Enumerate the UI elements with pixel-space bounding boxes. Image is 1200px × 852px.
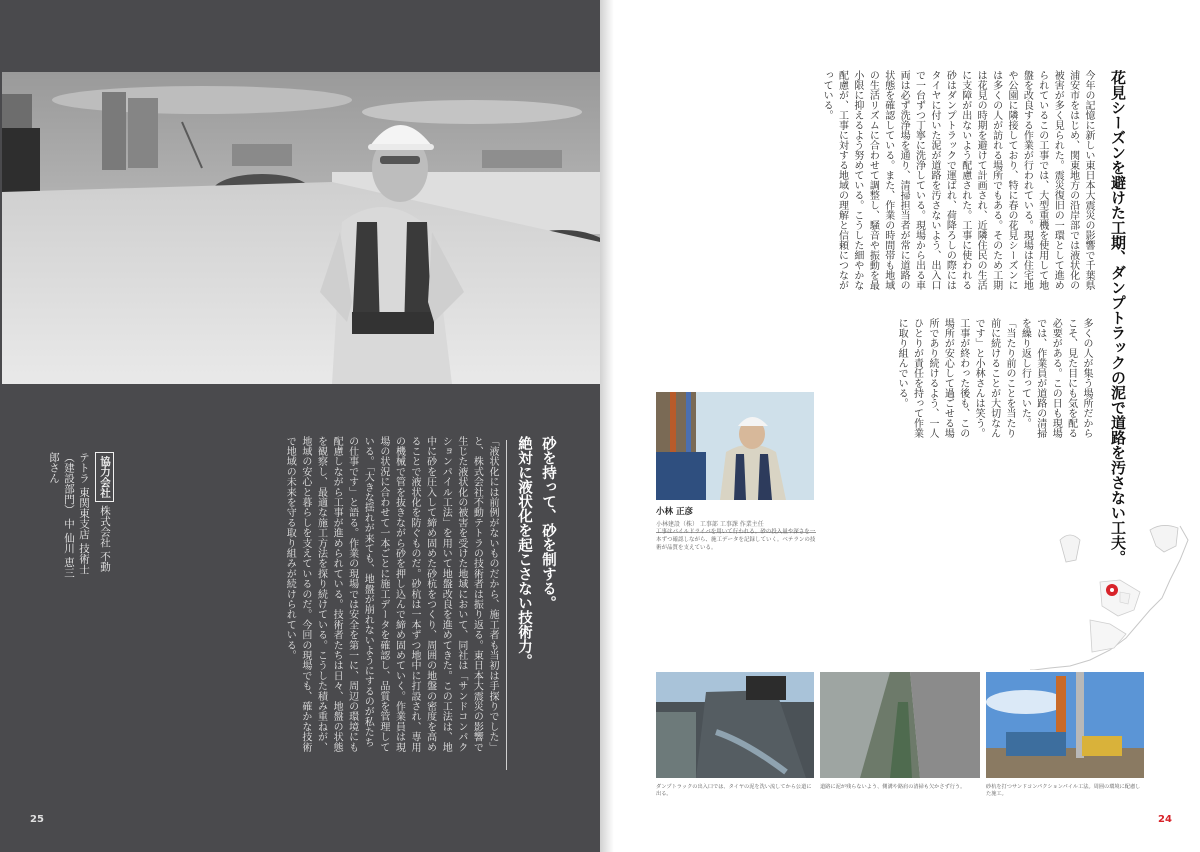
page-number-right: 24 bbox=[1158, 814, 1172, 825]
left-headline-line-2: 絶対に液状化を起こさない技術力。 bbox=[516, 436, 532, 668]
gutter-shadow bbox=[600, 0, 614, 852]
bottom-caption-3: 砂杭を打つサンドコンパクションパイル工法。周囲の環境に配慮した施工。 bbox=[986, 784, 1141, 797]
right-body-text-top: 今年の記憶に新しい東日本大震災の影響で千葉県浦安市をはじめ、関東地方の沿岸部では液状化の被害が多く見られた。震災復旧の一環として進められているこの工事では、大型重機を使用して地盤を改良する作業が行われている。現場は住宅地や公園に隣接しており、特に春の花見シーズンには多くの人が訪れる場所でもある。そのため工期は花見の時期を避けて計画され、近隣住民の生活に支障が出ないよう配慮された。工事に使われる砂はダンプトラックで運ばれ、荷降ろしの際にはタイヤに付いた泥が道路を汚さないよう、出入口で一台ずつ丁寧に洗浄している。現場から出る車両は必ず洗浄場を通り、清掃担当者が常に道路の状態を確認している。また、作業の時間帯も地域の生活リズムに合わせて調整し、騒音や振動を最小限に抑えるよう努めている。こうした細やかな配慮が、工事に対する地域の理解と信頼につながっている。 bbox=[821, 70, 1094, 290]
partner-label: 協力会社 bbox=[95, 452, 114, 502]
bottom-photo-gutter bbox=[820, 672, 980, 778]
right-headline: 花見シーズンを避けた工期、ダンプトラックの泥で道路を汚さない工夫。 bbox=[1109, 70, 1127, 565]
japan-map-icon bbox=[1030, 520, 1190, 670]
right-body-text-lower: 多くの人が集う場所だからこそ、見た目にも気を配る必要がある。この日も現場では、作業員が道路の清掃を繰り返し行っていた。「当たり前のことを当たり前に続けることが大切なんです」と小林さんは笑う。工事が終わった後も、この場所が安心して過ごせる場所であり続けるよう、一人ひとりが責任を持って作業に取り組んでいる。 bbox=[896, 318, 1092, 438]
worker-portrait-photo bbox=[656, 392, 814, 500]
person-name: 小林 正彦 bbox=[656, 507, 693, 517]
person-role: 小林建設（株） 工事部 工事課 作業主任 bbox=[656, 521, 764, 528]
bottom-caption-2: 道路に泥が残らないよう、側溝や路肩の清掃も欠かさず行う。 bbox=[820, 784, 966, 790]
portrait-caption: 工事はパイルドライバを用いて行われる。砂の投入量や深さを一本ずつ確認しながら、施工データを記録していく。ベテランの技術が品質を支えている。 bbox=[656, 529, 816, 551]
page-number-left: 25 bbox=[30, 814, 44, 825]
left-headline bbox=[512, 436, 560, 776]
partner-credit bbox=[46, 452, 114, 582]
left-headline-rule bbox=[506, 440, 507, 770]
left-headline-line-1: 砂を持って、砂を制する。 bbox=[540, 436, 556, 610]
bottom-caption-1: ダンプトラックの出入口では、タイヤの泥を洗い流してから公道に出る。 bbox=[656, 784, 812, 797]
partner-name: 株式会社 不動テトラ 東関東支店 技術士（建設部門） 中 仙川 恵三郎さん bbox=[48, 452, 111, 578]
bottom-photo-pile-driver bbox=[986, 672, 1144, 778]
hero-photo-worker bbox=[2, 72, 600, 384]
left-body-text: 「液状化には前例がないものだから、施工者も当初は手探りでした」と、株式会社不動テトラの技術者は振り返る。東日本大震災の影響で生じた液状化の被害を受けた地域において、同社は「サンドコンパクションパイル工法」を用いて地盤改良を進めてきた。この工法は、地中に砂を圧入して締め固めた砂杭をつくり、周囲の地盤の密度を高めることで液状化を防ぐものだ。砂杭は一本ずつ地中に打設され、専用の機械で管を抜きながら砂を押し込んで締め固めていく。作業員は現場の状況に合わせて一本ごとに施工データを確認し、品質を管理している。「大きな揺れが来ても、地盤が崩れないようにするのが私たちの仕事です」と語る。作業の現場では安全を第一に、周辺の環境にも配慮しながら工事が進められている。技術者たちは日々、地盤の状態を観察し、最適な施工方法を探り続けている。こうした積み重ねが、地域の安心と暮らしを支えているのだ。今回の現場でも、確かな技術で地域の未来を守る取り組みが続けられている。 bbox=[284, 436, 498, 753]
bottom-photo-truck-wash bbox=[656, 672, 814, 778]
